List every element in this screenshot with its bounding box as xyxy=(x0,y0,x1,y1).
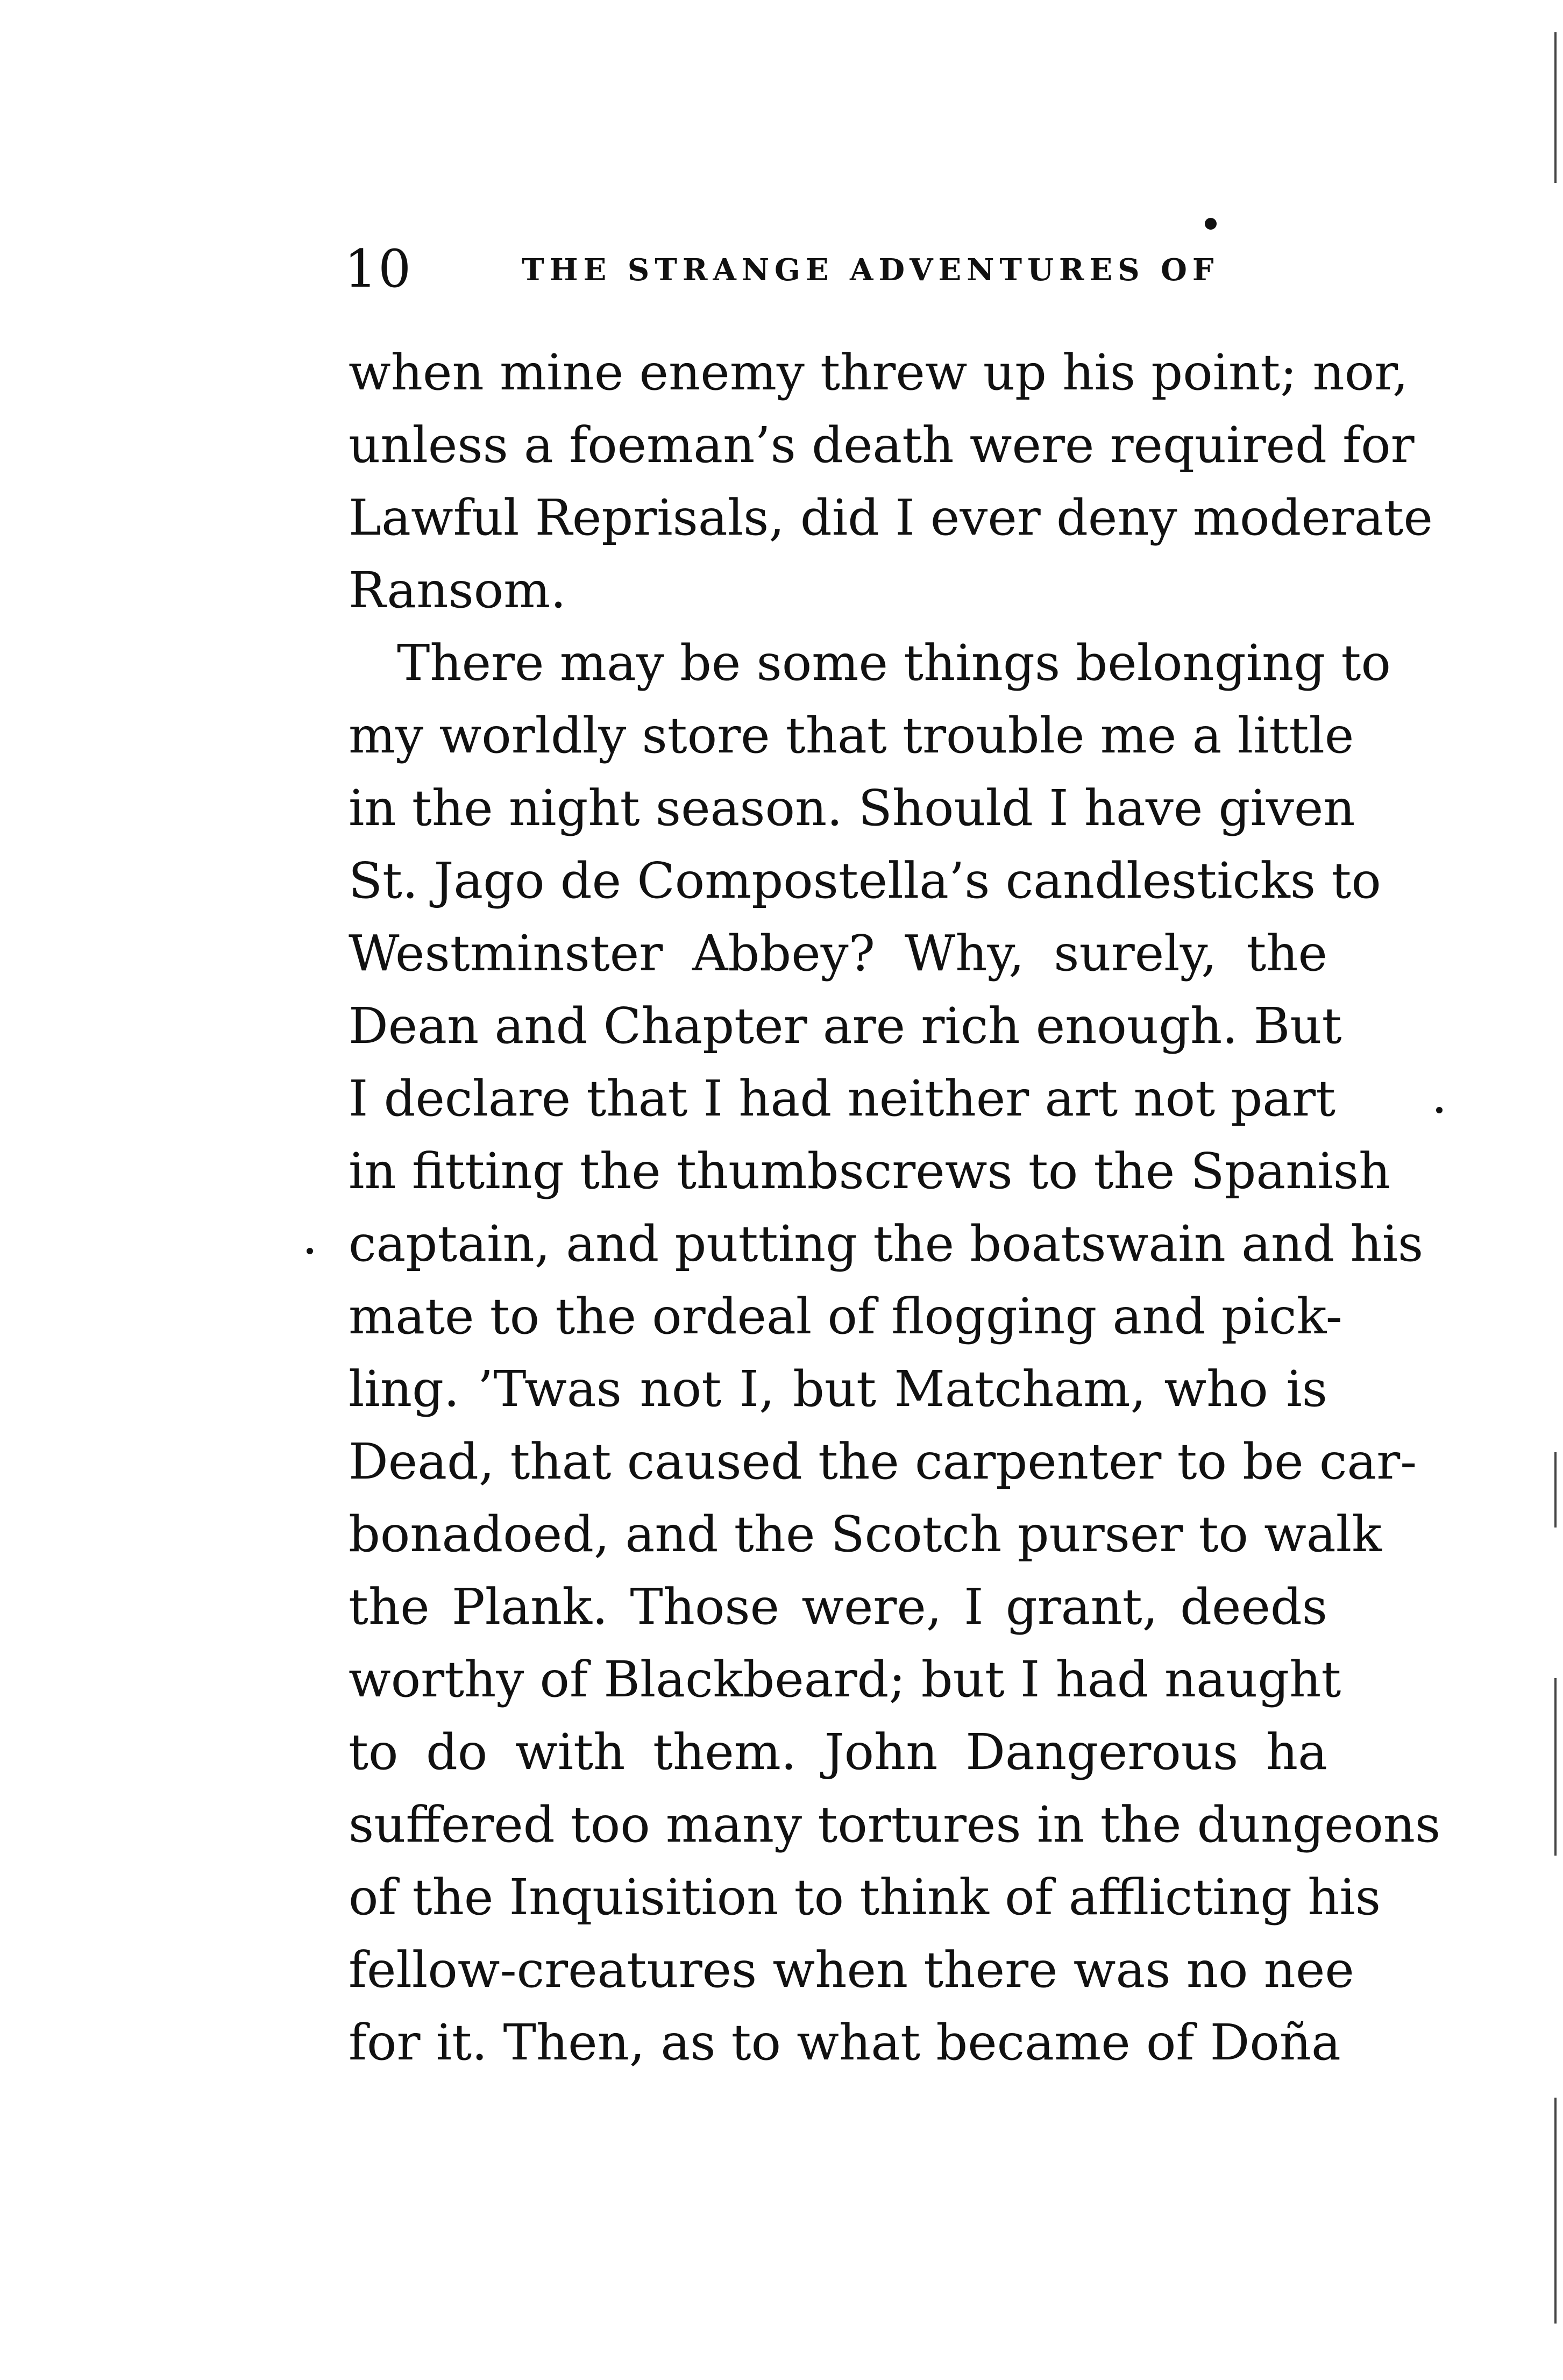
text-line: fellow-creatures when there was no nee xyxy=(349,1941,1354,1999)
text-line: of the Inquisition to think of afflicting his xyxy=(349,1869,1381,1926)
ink-speck xyxy=(307,1248,313,1254)
text-line: to do with them. John Dangerous ha xyxy=(349,1723,1327,1781)
page-header xyxy=(344,237,1232,301)
body-text xyxy=(349,336,1441,2079)
text-line: ling. ’Twas not I, but Matcham, who is xyxy=(349,1360,1327,1418)
text-line: worthy of Blackbeard; but I had naught xyxy=(349,1651,1341,1708)
text-line: Westminster Abbey? Why, surely, the xyxy=(349,925,1327,982)
page-edge-mark xyxy=(1554,2098,1557,2324)
ink-speck xyxy=(1205,218,1217,230)
text-line: Dean and Chapter are rich enough. But xyxy=(349,997,1342,1055)
running-head: THE STRANGE ADVENTURES OF xyxy=(522,252,1219,288)
page-edge-mark xyxy=(1554,1452,1557,1528)
text-line: in fitting the thumbscrews to the Spanish xyxy=(349,1142,1391,1200)
text-line: for it. Then, as to what became of Doña xyxy=(349,2014,1341,2071)
page-edge-mark xyxy=(1554,32,1557,183)
text-line: I declare that I had neither art not part xyxy=(349,1070,1336,1127)
text-line: in the night season. Should I have given xyxy=(349,779,1355,837)
text-line: my worldly store that trouble me a little xyxy=(349,707,1354,764)
page-edge-mark xyxy=(1554,1678,1557,1856)
text-line: the Plank. Those were, I grant, deeds xyxy=(349,1578,1327,1636)
text-line: when mine enemy threw up his point; nor, xyxy=(349,344,1409,401)
text-line: Lawful Reprisals, did I ever deny moderate xyxy=(349,489,1433,546)
text-line: suffered too many tortures in the dungeons xyxy=(349,1796,1441,1853)
ink-speck xyxy=(1436,1107,1443,1113)
text-line: St. Jago de Compostella’s candlesticks to xyxy=(349,852,1381,910)
text-line: mate to the ordeal of flogging and pick- xyxy=(349,1288,1342,1345)
page-number: 10 xyxy=(344,239,413,299)
text-line: There may be some things belonging to xyxy=(397,634,1391,692)
text-line: unless a foeman’s death were required for xyxy=(349,416,1415,474)
text-line: bonadoed, and the Scotch purser to walk xyxy=(349,1505,1382,1563)
text-line: captain, and putting the boatswain and his xyxy=(349,1215,1424,1273)
text-line: Ransom. xyxy=(349,562,566,619)
text-line: Dead, that caused the carpenter to be car- xyxy=(349,1433,1417,1490)
